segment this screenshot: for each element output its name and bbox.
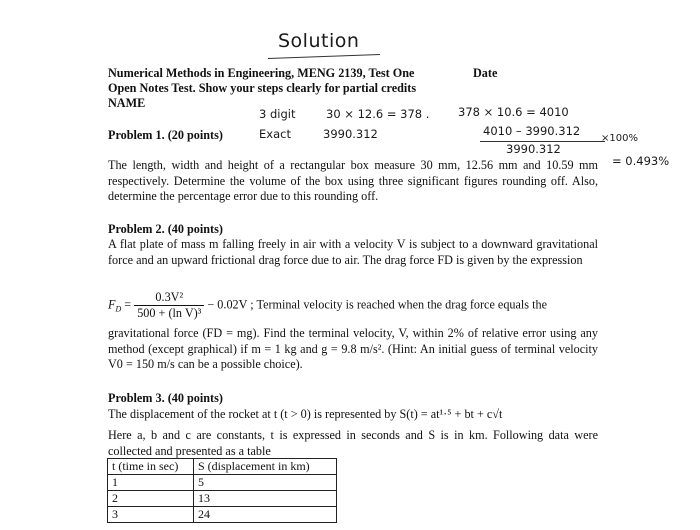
problem1-heading: Problem 1. (20 points) [108, 128, 223, 142]
name-label: NAME [108, 96, 146, 110]
error-result: = 0.493% [612, 154, 670, 168]
problem3-heading: Problem 3. (40 points) [108, 391, 223, 405]
error-denominator: 3990.312 [506, 142, 561, 156]
problem1-text: The length, width and height of a rectangular box measure 30 mm, 12.56 mm and 10.59 mm respectively. Determine the volume of the box using three significant figures rounding off. Also, determine the percentage error due to this rounding off. [108, 158, 598, 203]
problem3-equation-line: The displacement of the rocket at t (t > 0) is represented by S(t) = at¹·⁵ + bt + c√t [108, 407, 503, 421]
formula-tail: − 0.02V ; Terminal velocity is reached when the drag force equals the [207, 297, 547, 312]
exact-label: Exact [259, 127, 291, 141]
problem3-text: Here a, b and c are constants, t is expressed in seconds and S is in km. Following data were collected and presented as a table [108, 428, 598, 458]
three-digit-label: 3 digit [259, 107, 296, 121]
table-header-cell: t (time in sec) [108, 459, 194, 475]
problem2-text: A flat plate of mass m falling freely in air with a velocity V is subject to a downward gravitational force and an upward frictional drag force due to air. The drag force FD is given by the expression [108, 237, 598, 267]
title-underline [268, 54, 380, 59]
three-digit-calc: 30 × 12.6 = 378 . [326, 107, 430, 121]
formula-numerator: 0.3V² [134, 290, 204, 306]
formula-fraction [134, 290, 204, 321]
formula-equals: = [124, 297, 132, 312]
table-cell: 5 [194, 475, 337, 491]
solution-title: Solution [278, 30, 360, 52]
problem2-heading: Problem 2. (40 points) [108, 222, 223, 236]
table-header-row [108, 459, 337, 475]
table-cell: 24 [194, 507, 337, 523]
table-header-cell: S (displacement in km) [194, 459, 337, 475]
table-row [108, 507, 337, 523]
table-cell: 3 [108, 507, 194, 523]
table-cell: 1 [108, 475, 194, 491]
table-cell: 2 [108, 491, 194, 507]
course-line: Numerical Methods in Engineering, MENG 2139, Test One [108, 66, 415, 80]
table-cell: 13 [194, 491, 337, 507]
exact-value: 3990.312 [323, 127, 378, 141]
error-numerator: 4010 – 3990.312 [483, 124, 581, 138]
data-table [107, 458, 337, 523]
notes-line: Open Notes Test. Show your steps clearly for partial credits [108, 81, 417, 95]
formula-denominator: 500 + (ln V)³ [137, 306, 202, 320]
table-row [108, 475, 337, 491]
drag-formula [108, 290, 547, 321]
table-row [108, 491, 337, 507]
date-label: Date [473, 66, 498, 80]
formula-lhs-sub: D [115, 304, 122, 314]
error-factor: ×100% [601, 133, 638, 144]
formula-lhs: F [108, 297, 116, 312]
problem2-text-2: gravitational force (FD = mg). Find the terminal velocity, V, within 2% of relative error using any method (except graphical) if m = 1 kg and g = 9.8 m/s². (Hint: An initial guess of terminal velocity V0 = 150 m/s can be a possible choice). [108, 326, 598, 371]
three-digit-calc-2: 378 × 10.6 = 4010 [458, 105, 569, 119]
